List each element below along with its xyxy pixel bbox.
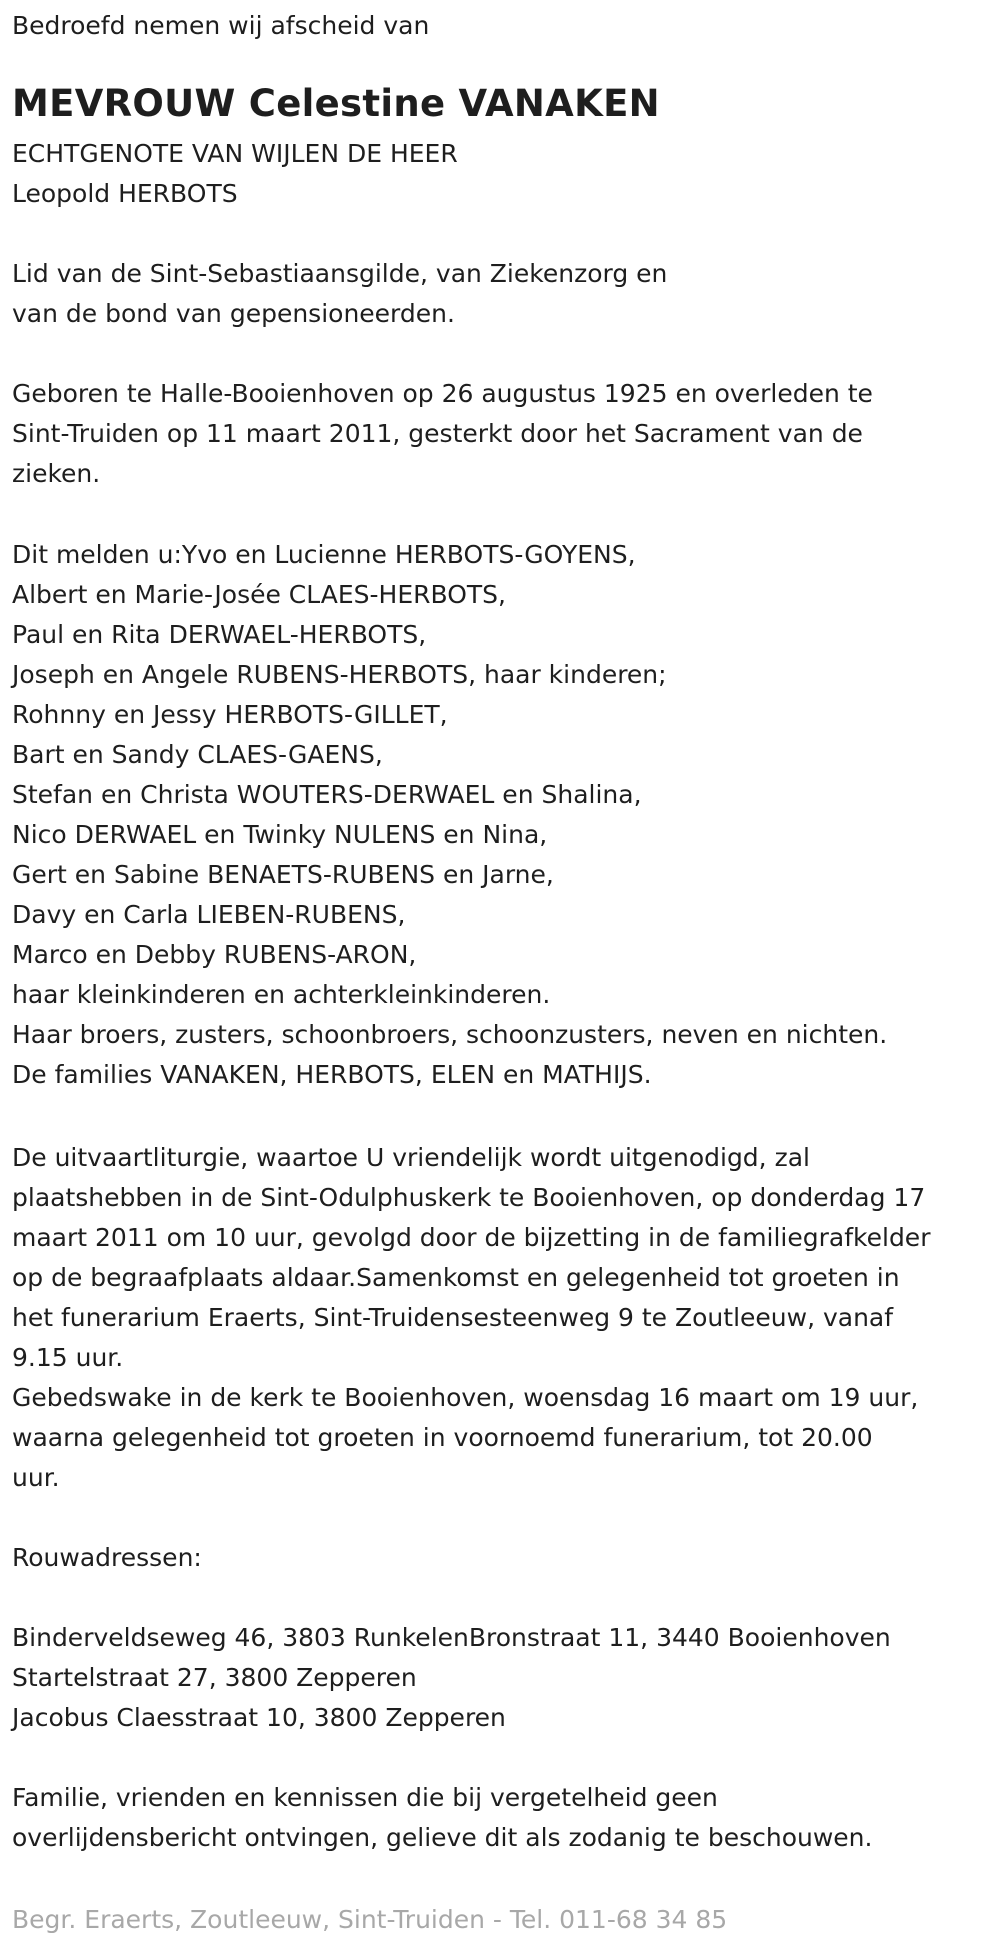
membership-block — [12, 254, 667, 334]
intro-text: Bedroefd nemen wij afscheid van — [12, 11, 430, 40]
funeral-line: plaatshebben in de Sint-Odulphuskerk te Booienhoven, op donderdag 17 — [12, 1183, 926, 1212]
address-line: Startelstraat 27, 3800 Zepperen — [12, 1663, 417, 1692]
family-line: Davy en Carla LIEBEN-RUBENS, — [12, 900, 406, 929]
birth-death-line: zieken. — [12, 459, 101, 488]
funeral-home-footer: Begr. Eraerts, Zoutleeuw, Sint-Truiden - Tel. 011-68 34 85 — [12, 1905, 728, 1934]
family-line: Nico DERWAEL en Twinky NULENS en Nina, — [12, 820, 548, 849]
family-line: Albert en Marie-Josée CLAES-HERBOTS, — [12, 580, 506, 609]
membership-line: Lid van de Sint-Sebastiaansgilde, van Ziekenzorg en — [12, 259, 668, 288]
spouse-line: ECHTGENOTE VAN WIJLEN DE HEER — [12, 139, 458, 168]
family-line: Gert en Sabine BENAETS-RUBENS en Jarne, — [12, 860, 554, 889]
birth-death-line: Geboren te Halle-Booienhoven op 26 augustus 1925 en overleden te — [12, 379, 873, 408]
family-line: Paul en Rita DERWAEL-HERBOTS, — [12, 620, 427, 649]
family-line: haar kleinkinderen en achterkleinkinderen. — [12, 980, 551, 1009]
birth-death-block — [12, 374, 873, 494]
addresses-label: Rouwadressen: — [12, 1543, 202, 1572]
membership-line: van de bond van gepensioneerden. — [12, 299, 455, 328]
family-line: Haar broers, zusters, schoonbroers, schoonzusters, neven en nichten. — [12, 1020, 888, 1049]
notice-block — [12, 1778, 872, 1858]
family-line: Rohnny en Jessy HERBOTS-GILLET, — [12, 700, 448, 729]
family-line: Dit melden u:Yvo en Lucienne HERBOTS-GOYENS, — [12, 540, 636, 569]
funeral-line: maart 2011 om 10 uur, gevolgd door de bijzetting in de familiegrafkelder — [12, 1223, 931, 1252]
deceased-name: MEVROUW Celestine VANAKEN — [12, 82, 660, 125]
addresses-label-block — [12, 1538, 202, 1578]
funeral-line: op de begraafplaats aldaar.Samenkomst en gelegenheid tot groeten in — [12, 1263, 900, 1292]
address-line: Jacobus Claesstraat 10, 3800 Zepperen — [12, 1703, 506, 1732]
funeral-line: waarna gelegenheid tot groeten in voornoemd funerarium, tot 20.00 — [12, 1423, 873, 1452]
funeral-line: De uitvaartliturgie, waartoe U vriendelijk wordt uitgenodigd, zal — [12, 1143, 810, 1172]
family-line: De families VANAKEN, HERBOTS, ELEN en MATHIJS. — [12, 1060, 652, 1089]
birth-death-line: Sint-Truiden op 11 maart 2011, gesterkt door het Sacrament van de — [12, 419, 863, 448]
funeral-block — [12, 1138, 930, 1498]
family-line: Stefan en Christa WOUTERS-DERWAEL en Shalina, — [12, 780, 642, 809]
family-line: Bart en Sandy CLAES-GAENS, — [12, 740, 383, 769]
spouse-line: Leopold HERBOTS — [12, 179, 238, 208]
addresses-block — [12, 1618, 891, 1738]
funeral-line: 9.15 uur. — [12, 1343, 124, 1372]
funeral-line: het funerarium Eraerts, Sint-Truidensesteenweg 9 te Zoutleeuw, vanaf — [12, 1303, 894, 1332]
family-block — [12, 535, 887, 1095]
address-line: Binderveldseweg 46, 3803 RunkelenBronstraat 11, 3440 Booienhoven — [12, 1623, 891, 1652]
funeral-line: Gebedswake in de kerk te Booienhoven, woensdag 16 maart om 19 uur, — [12, 1383, 919, 1412]
notice-line: overlijdensbericht ontvingen, gelieve dit als zodanig te beschouwen. — [12, 1823, 873, 1852]
funeral-line: uur. — [12, 1463, 60, 1492]
family-line: Joseph en Angele RUBENS-HERBOTS, haar kinderen; — [12, 660, 667, 689]
spouse-block — [12, 134, 458, 214]
family-line: Marco en Debby RUBENS-ARON, — [12, 940, 417, 969]
notice-line: Familie, vrienden en kennissen die bij vergetelheid geen — [12, 1783, 718, 1812]
